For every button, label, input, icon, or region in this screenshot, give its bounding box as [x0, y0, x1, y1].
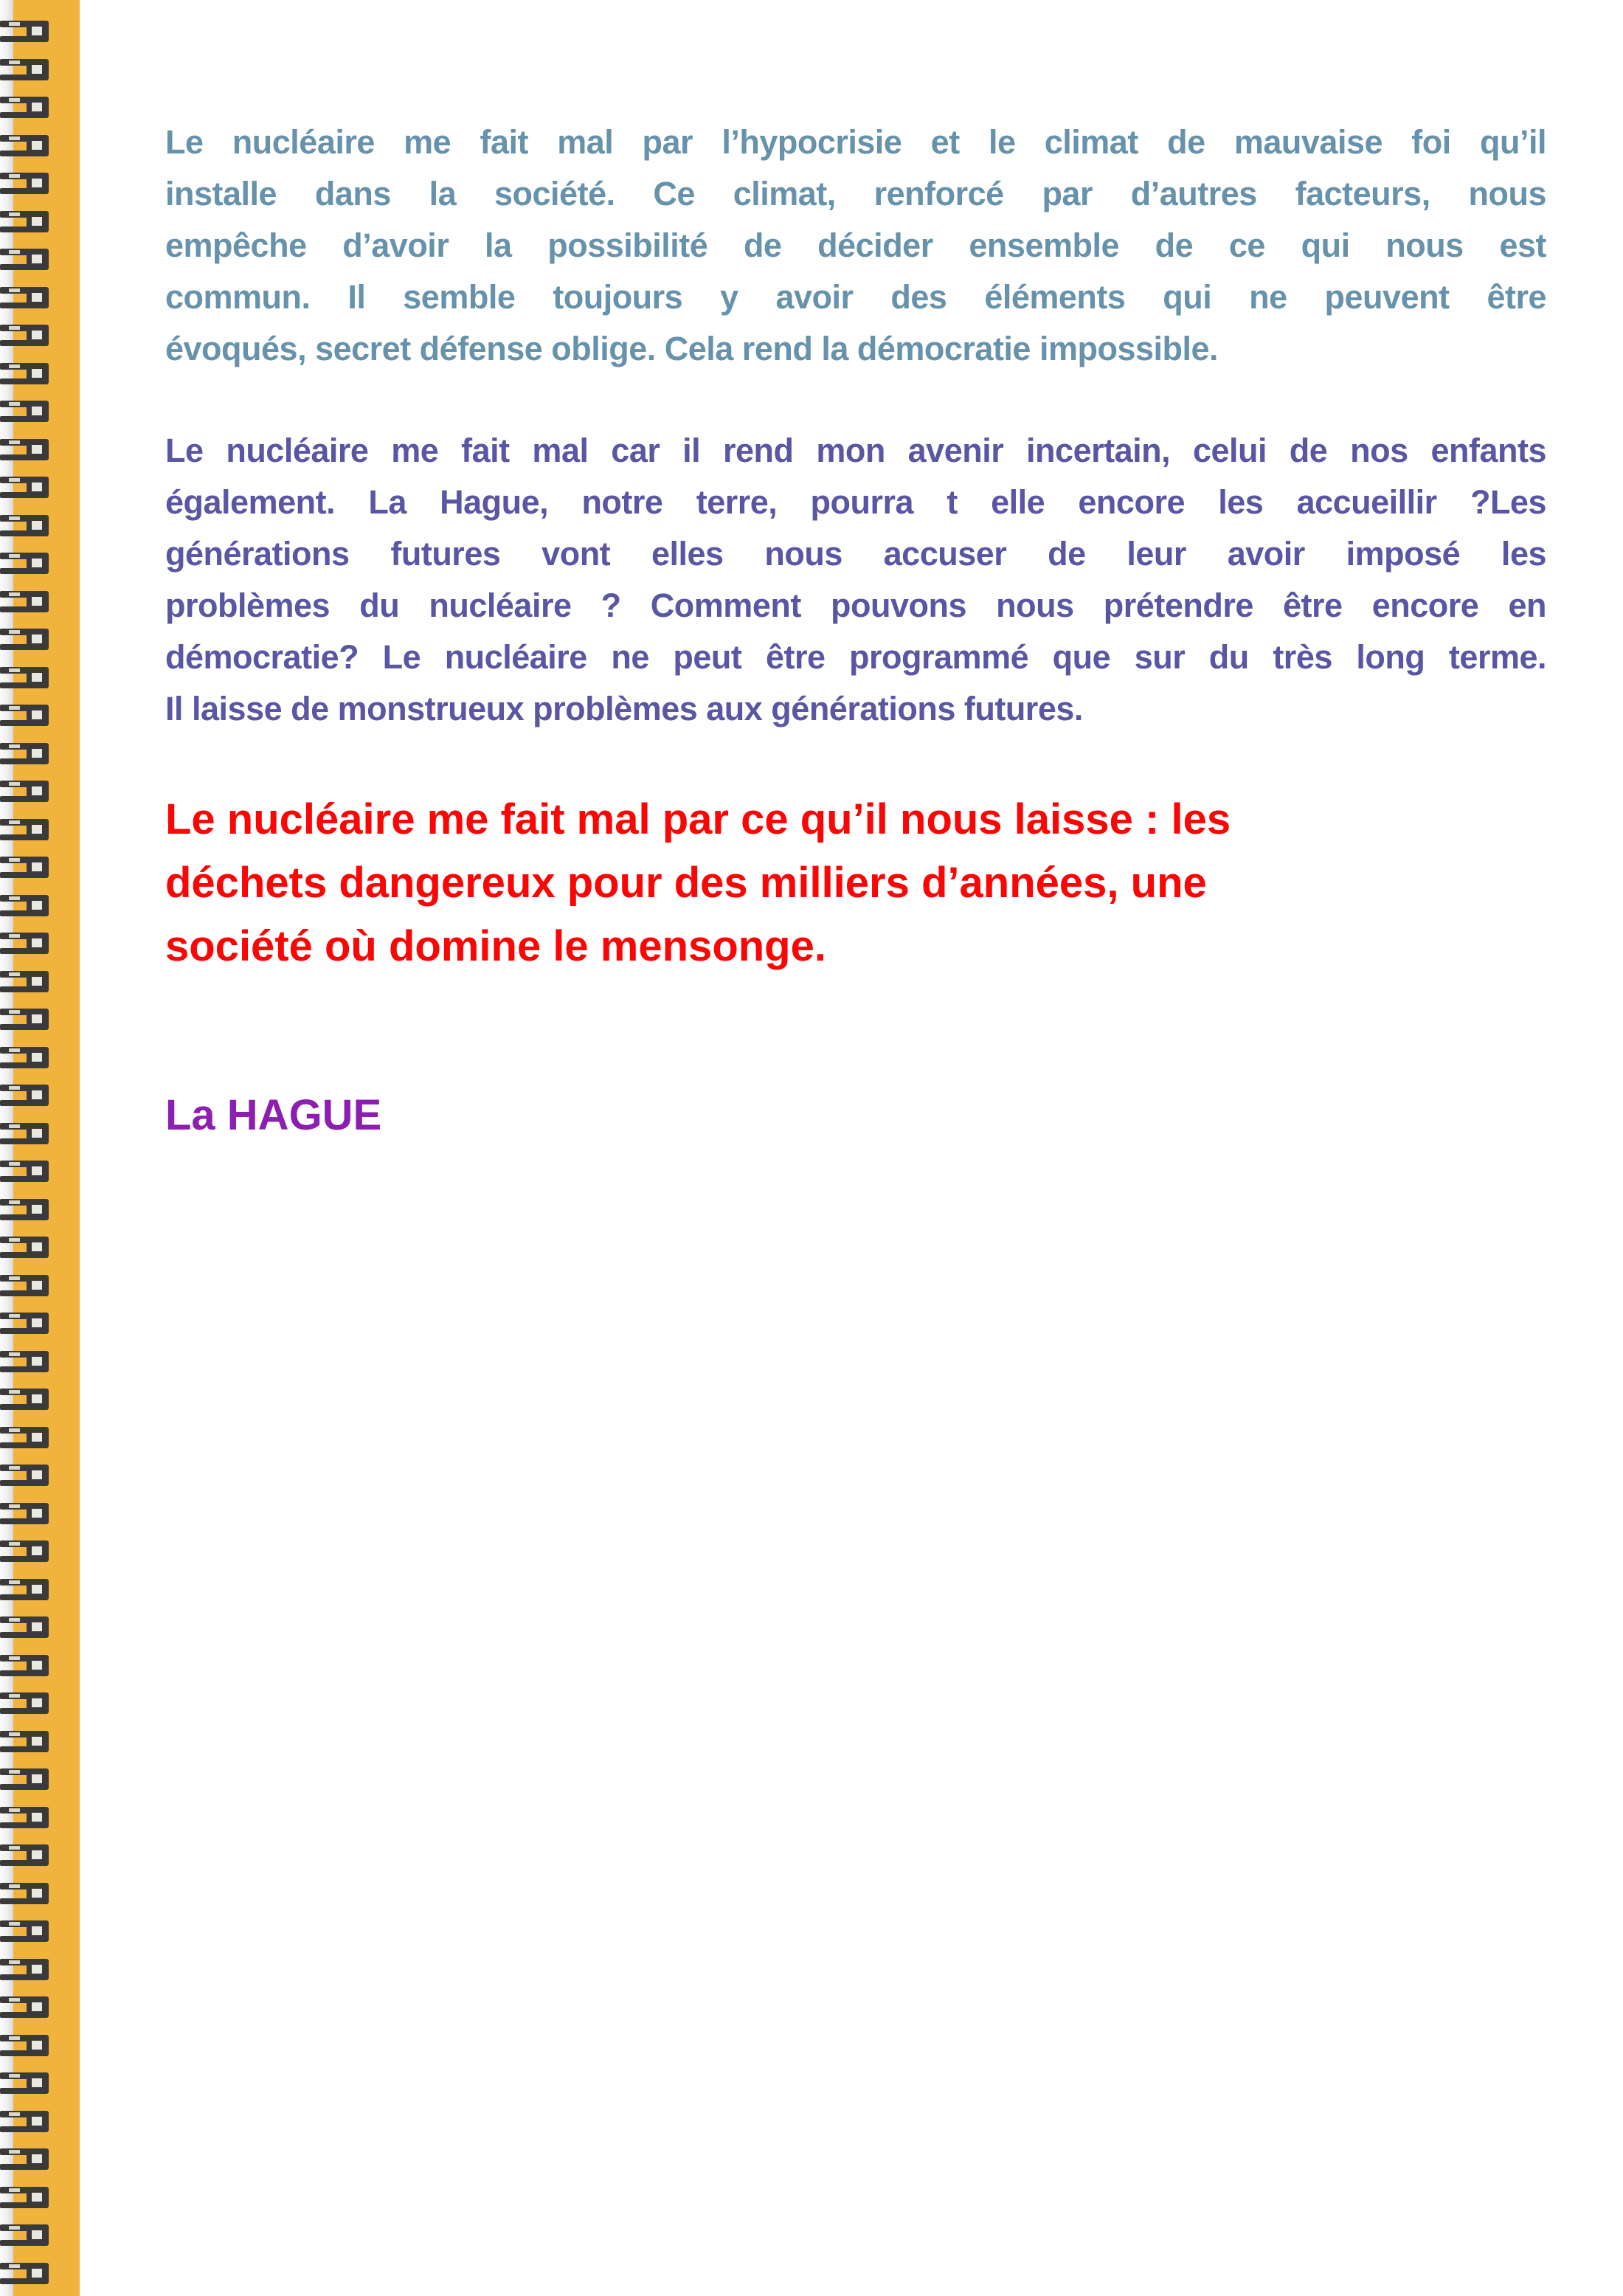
- spiral-ring: [0, 629, 49, 650]
- spiral-ring: [0, 21, 49, 42]
- spiral-ring: [0, 249, 49, 270]
- spiral-ring: [0, 971, 49, 992]
- spiral-ring: [0, 1085, 49, 1106]
- spiral-ring: [0, 933, 49, 954]
- spiral-ring: [0, 1123, 49, 1144]
- spiral-ring: [0, 439, 49, 460]
- spiral-ring: [0, 363, 49, 384]
- spiral-ring: [0, 2035, 49, 2056]
- spiral-ring: [0, 1047, 49, 1068]
- text-line: installe dans la société. Ce climat, renforcé par d’autres facteurs, nous: [165, 175, 1546, 212]
- text-line: empêche d’avoir la possibilité de décider ensemble de ce qui nous est: [165, 227, 1546, 264]
- text-line: problèmes du nucléaire ? Comment pouvons nous prétendre être encore en: [165, 587, 1546, 624]
- spiral-ring: [0, 743, 49, 764]
- spiral-ring: [0, 173, 49, 194]
- spiral-ring: [0, 401, 49, 422]
- spiral-ring: [0, 1768, 49, 1790]
- spiral-ring: [0, 1616, 49, 1638]
- spiral-ring: [0, 287, 49, 308]
- text-line: commun. Il semble toujours y avoir des éléments qui ne peuvent être: [165, 278, 1546, 316]
- spiral-ring: [0, 477, 49, 498]
- text-line: évoqués, secret défense oblige. Cela rend la démocratie impossible.: [165, 330, 1219, 367]
- text-line: Le nucléaire me fait mal par l’hypocrisie et le climat de mauvaise foi qu’il: [165, 123, 1546, 161]
- spiral-ring: [0, 97, 49, 118]
- spiral-ring: [0, 1161, 49, 1182]
- spiral-ring: [0, 1996, 49, 2018]
- spiral-ring: [0, 1541, 49, 1562]
- spiral-ring: [0, 2148, 49, 2170]
- spiral-ring: [0, 781, 49, 802]
- spiral-ring: [0, 1351, 49, 1372]
- spiral-ring: [0, 667, 49, 688]
- spiral-rings: [0, 0, 83, 2296]
- spiral-ring: [0, 515, 49, 536]
- spiral-ring: [0, 1275, 49, 1296]
- spiral-ring: [0, 1009, 49, 1030]
- spiral-ring: [0, 2224, 49, 2246]
- text-line: générations futures vont elles nous accuser de leur avoir imposé les: [165, 535, 1546, 573]
- spiral-ring: [0, 1920, 49, 1942]
- text-line: démocratie? Le nucléaire ne peut être programmé que sur du très long terme.: [165, 638, 1546, 676]
- text-line: également. La Hague, notre terre, pourra t elle encore les accueillir ?Les: [165, 483, 1546, 521]
- spiral-ring: [0, 1692, 49, 1714]
- spiral-ring: [0, 1313, 49, 1334]
- spiral-ring: [0, 59, 49, 80]
- text-line: société où domine le mensonge.: [165, 922, 826, 970]
- spiral-ring: [0, 705, 49, 726]
- spiral-ring: [0, 2187, 49, 2208]
- page-content: [165, 0, 1546, 1145]
- paragraph-red: [165, 788, 1546, 978]
- spiral-ring: [0, 1959, 49, 1980]
- spiral-ring: [0, 1503, 49, 1524]
- spiral-ring: [0, 1389, 49, 1410]
- paragraph-indigo: [165, 425, 1546, 735]
- spiral-ring: [0, 895, 49, 916]
- paragraph-blue: [165, 117, 1546, 375]
- spiral-ring: [0, 1731, 49, 1752]
- spiral-ring: [0, 1427, 49, 1448]
- spiral-ring: [0, 553, 49, 574]
- spiral-ring: [0, 2263, 49, 2284]
- spiral-ring: [0, 2111, 49, 2132]
- text-line: déchets dangereux pour des milliers d’années, une: [165, 859, 1207, 907]
- text-line: Le nucléaire me fait mal par ce qu’il nous laisse : les: [165, 795, 1231, 843]
- spiral-ring: [0, 857, 49, 878]
- spiral-ring: [0, 1883, 49, 1904]
- spiral-ring: [0, 211, 49, 232]
- spiral-ring: [0, 325, 49, 346]
- text-line: Le nucléaire me fait mal car il rend mon avenir incertain, celui de nos enfants: [165, 432, 1546, 469]
- spiral-ring: [0, 1465, 49, 1486]
- spiral-ring: [0, 2072, 49, 2094]
- spiral-ring: [0, 591, 49, 612]
- spiral-ring: [0, 1844, 49, 1866]
- spiral-ring: [0, 135, 49, 156]
- spiral-ring: [0, 819, 49, 840]
- heading-la-hague: La HAGUE: [165, 1091, 382, 1139]
- spiral-ring: [0, 1655, 49, 1676]
- spiral-ring: [0, 1199, 49, 1220]
- spiral-ring: [0, 1237, 49, 1258]
- spiral-ring: [0, 1579, 49, 1600]
- spiral-ring: [0, 1807, 49, 1828]
- text-line: Il laisse de monstrueux problèmes aux générations futures.: [165, 690, 1083, 727]
